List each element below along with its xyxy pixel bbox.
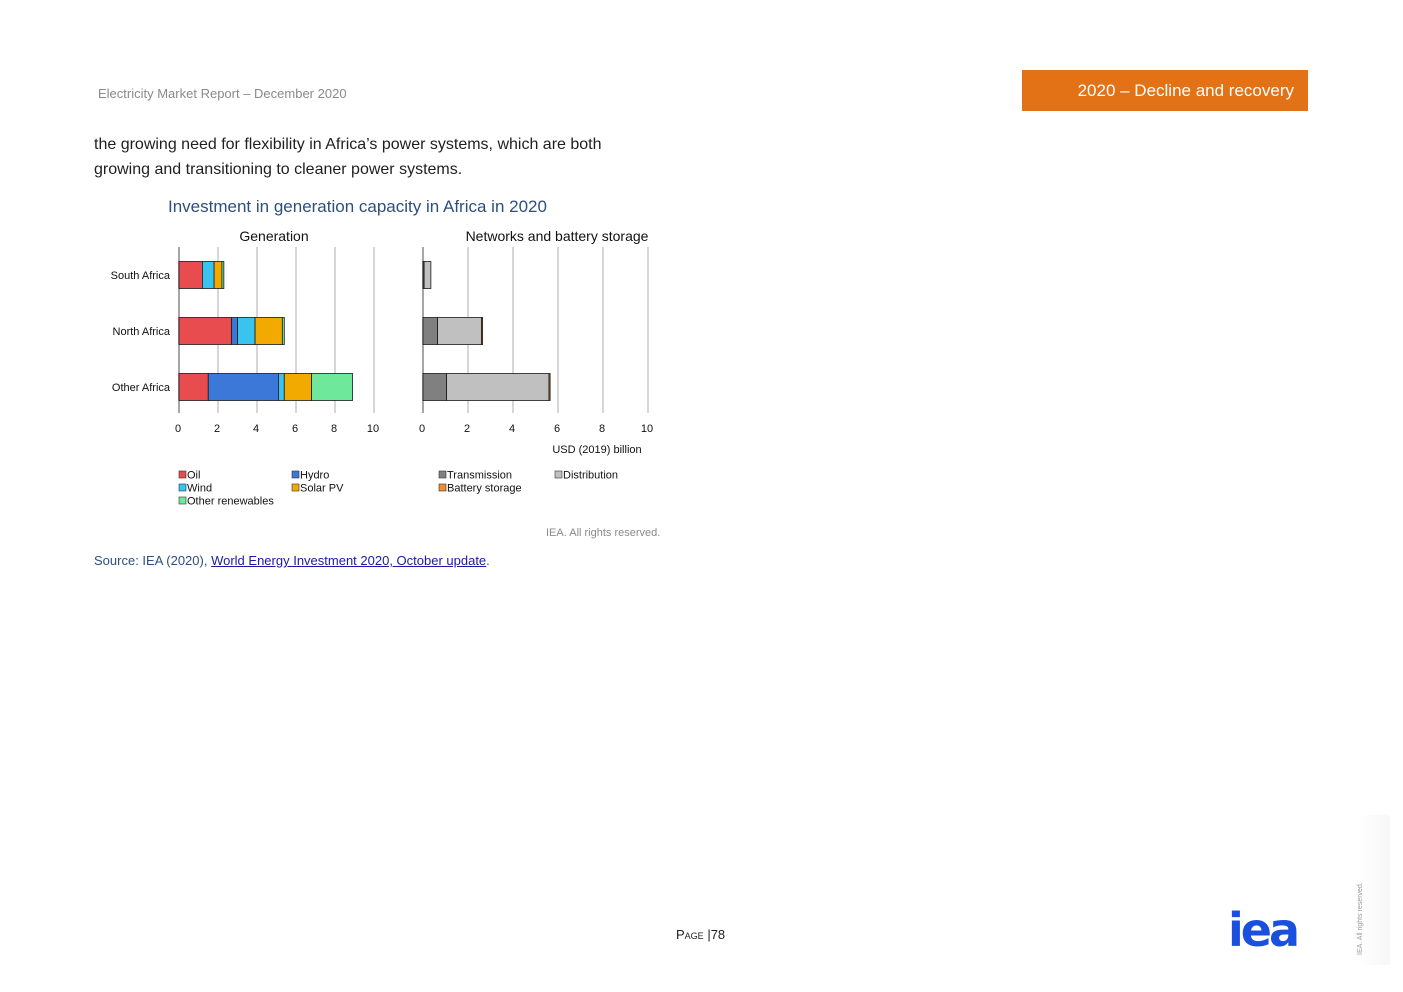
legend-swatch — [439, 484, 446, 491]
source-prefix: Source: IEA (2020), — [94, 553, 212, 568]
legend-label: Other renewables — [187, 495, 274, 508]
category-label: South Africa — [110, 270, 170, 282]
bar-segment — [214, 262, 222, 289]
x-tick-label: 0 — [174, 423, 182, 435]
section-tab: 2020 – Decline and recovery — [1022, 70, 1308, 111]
legend-swatch — [292, 484, 299, 491]
bar-segment — [549, 374, 550, 401]
legend-swatch — [179, 484, 186, 491]
bar-segment — [447, 374, 549, 401]
legend-swatch — [179, 471, 186, 478]
x-tick-label: 0 — [418, 423, 426, 435]
legend-swatch — [179, 497, 186, 504]
bar-segment — [202, 262, 214, 289]
page-word: Page — [676, 927, 704, 942]
source-link[interactable]: World Energy Investment 2020, October update — [211, 553, 487, 568]
unit-label: USD (2019) billion — [552, 444, 642, 456]
source-suffix: . — [486, 553, 490, 568]
bar-segment — [282, 318, 284, 345]
logo-text: iea — [1228, 910, 1298, 950]
x-tick-label: 6 — [291, 423, 299, 435]
x-tick-label: 10 — [640, 423, 654, 435]
bar-segment — [278, 374, 284, 401]
legend-label: Solar PV — [300, 482, 344, 495]
rights-note: IEA. All rights reserved. — [546, 527, 661, 539]
x-tick-label: 8 — [598, 423, 606, 435]
bar-segment — [179, 262, 202, 289]
legend-label: Battery storage — [447, 482, 522, 495]
x-tick-label: 2 — [213, 423, 221, 435]
body-line-1: the growing need for flexibility in Africa’s power systems, which are both — [94, 136, 602, 153]
page-number — [676, 927, 725, 942]
x-tick-label: 6 — [553, 423, 561, 435]
side-rights-note: IEA. All rights reserved. — [1357, 882, 1364, 955]
bar-segment — [179, 318, 232, 345]
category-label: North Africa — [112, 326, 170, 338]
legend-swatch — [555, 471, 562, 478]
bar-segment — [424, 262, 431, 289]
iea-logo — [1228, 910, 1310, 950]
bar-segment — [255, 318, 282, 345]
bar-segment — [423, 374, 447, 401]
x-tick-label: 8 — [330, 423, 338, 435]
panel-title: Generation — [239, 228, 309, 244]
bar-segment — [238, 318, 256, 345]
x-tick-label: 10 — [366, 423, 380, 435]
bar-segment — [423, 318, 438, 345]
legend-swatch — [439, 471, 446, 478]
x-tick-label: 2 — [463, 423, 471, 435]
x-tick-label: 4 — [508, 423, 516, 435]
bar-segment — [232, 318, 238, 345]
page-separator: | — [707, 927, 711, 942]
bar-segment — [482, 318, 483, 345]
panel-title: Networks and battery storage — [465, 228, 649, 244]
source-line — [94, 553, 490, 568]
legend-label: Hydro — [300, 469, 330, 482]
running-head: Electricity Market Report – December 2020 — [98, 86, 347, 101]
legend-swatch — [292, 471, 299, 478]
body-line-2: growing and transitioning to cleaner power systems. — [94, 161, 463, 178]
bar-segment — [208, 374, 278, 401]
category-label: Other Africa — [111, 382, 170, 394]
bar-segment — [312, 374, 353, 401]
x-tick-label: 4 — [252, 423, 260, 435]
legend-label: Oil — [187, 469, 201, 482]
chart-title: Investment in generation capacity in Africa in 2020 — [168, 197, 547, 216]
bar-segment — [179, 374, 208, 401]
bar-segment — [222, 262, 224, 289]
legend-label: Transmission — [447, 469, 512, 482]
legend-label: Distribution — [563, 469, 619, 482]
bar-segment — [438, 318, 482, 345]
page-number-value: 78 — [710, 927, 726, 942]
bar-segment — [284, 374, 311, 401]
legend-label: Wind — [187, 482, 213, 495]
